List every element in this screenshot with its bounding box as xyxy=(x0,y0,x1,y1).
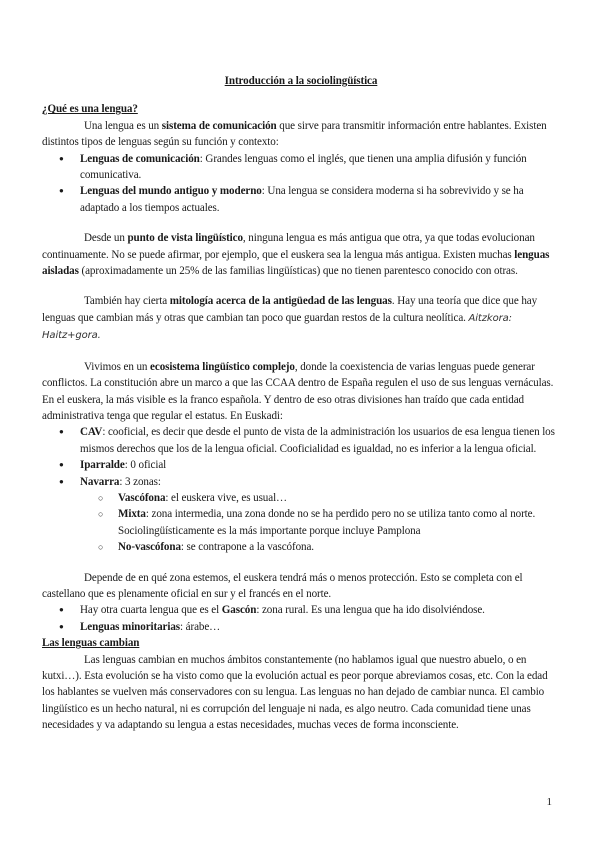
bold-term: lenguas aisladas xyxy=(42,248,550,278)
text-run: : Una lengua se considera moderna si ha sobrevivido y se ha adaptado a los tiempos actuales. xyxy=(80,185,524,214)
section-heading-que-es-una-lengua: ¿Qué es una lengua? xyxy=(42,103,138,116)
bold-term: Lenguas minoritarias xyxy=(80,620,181,633)
bold-term: Lenguas del mundo antiguo y moderno xyxy=(80,185,262,198)
paragraph-ecosistema xyxy=(42,359,560,425)
text-run: , ninguna lengua es más antigua que otra, ya que todas evolucionan continuamente. No se puede afirmar, por ejemplo, que el euskera sea la lengua más antigua. Existen muchas xyxy=(42,232,535,261)
list-item xyxy=(42,474,560,556)
bullet-list-otras-lenguas xyxy=(42,602,560,635)
paragraph-definition xyxy=(42,118,560,151)
text-run: : se contrapone a la vascófona. xyxy=(180,541,314,554)
list-item xyxy=(42,457,560,473)
bullet-list-regiones xyxy=(42,424,560,555)
bold-term: sistema de comunicación xyxy=(161,119,277,132)
paragraph-mitologia xyxy=(42,293,560,344)
bold-term: Iparralde xyxy=(80,459,125,472)
text-run: Desde un xyxy=(84,232,128,245)
sub-list-item xyxy=(80,506,560,539)
bold-term: Mixta xyxy=(118,508,146,521)
bold-term: Navarra xyxy=(80,475,120,488)
text-run: : cooficial, es decir que desde el punto de vista de la administración los usuarios de esa lengua tienen los mismos derechos que los de la lengua oficial. Cooficialidad es igualdad, no es inferior a la lengua oficial. xyxy=(80,426,555,455)
text-run: También hay cierta xyxy=(84,295,170,308)
bold-term: Gascón xyxy=(221,604,257,617)
text-run: : zona rural. Es una lengua que ha ido disolviéndose. xyxy=(256,604,485,617)
bold-term: mitología acerca de la antigüedad de las lenguas xyxy=(169,295,392,308)
sub-list-item xyxy=(80,539,560,555)
list-item xyxy=(42,619,560,635)
list-item xyxy=(42,151,560,184)
section-heading-las-lenguas-cambian: Las lenguas cambian xyxy=(42,637,140,650)
sub-list-item xyxy=(80,490,560,506)
bold-term: ecosistema lingüístico complejo xyxy=(150,360,295,373)
text-run: Una lengua es un xyxy=(84,119,162,132)
text-run: : zona intermedia, una zona donde no se ha perdido pero no se utiliza tanto como al norte. Sociolingüísticamente es la más importante porque incluye Pamplona xyxy=(118,508,536,537)
text-run: que sirve para transmitir información entre hablantes. Existen distintos tipos de lenguas según su función y contexto: xyxy=(42,119,547,149)
paragraph-proteccion: Depende de en qué zona estemos, el euskera tendrá más o menos protección. Esto se completa con el castellano que es plenamente oficial en sur y el francés en el norte. xyxy=(42,571,523,600)
text-run: Vivimos en un xyxy=(84,360,151,373)
bold-term: Lenguas de comunicación xyxy=(80,152,200,165)
text-run: (aproximadamente un 25% de las familias lingüísticas) que no tienen parentesco conocido con otras. xyxy=(78,265,518,278)
bullet-list-tipos xyxy=(42,151,560,217)
text-run: Hay otra cuarta lengua que es el xyxy=(80,604,222,617)
bold-term: CAV xyxy=(80,426,103,439)
page-number: 1 xyxy=(546,796,552,808)
text-run: , donde la coexistencia de varias lenguas puede generar conflictos. La constitución abre un marco a que las CCAA dentro de España regulen el uso de sus lenguas vernáculas. En el euskera, la más visible es la franco española. Y dentro de eso otras divisiones han traído que cada entidad administrativa tenga que regular el estatus. En Euskadi: xyxy=(42,360,554,422)
paragraph-punto-de-vista xyxy=(42,230,560,279)
sub-list-zonas xyxy=(80,490,560,556)
list-item xyxy=(42,424,560,457)
text-run: : Grandes lenguas como el inglés, que tienen una amplia difusión y función comunicativa. xyxy=(80,152,527,182)
bold-term: Vascófona xyxy=(118,491,166,504)
text-run: : el euskera vive, es usual… xyxy=(165,491,288,504)
page-title: Introducción a la sociolingüística xyxy=(224,75,378,87)
document-body xyxy=(42,73,560,734)
list-item xyxy=(42,183,560,216)
text-run: : árabe… xyxy=(180,620,221,633)
text-run: . Hay una teoría que dice que hay lenguas que cambian más y otras que cambian tan poco que guardan restos de la cultura neolítica. xyxy=(42,295,538,324)
bold-term: punto de vista lingüístico xyxy=(127,232,243,245)
bold-term: No-vascófona xyxy=(118,541,181,554)
list-item xyxy=(42,602,560,618)
text-run: : 0 oficial xyxy=(124,459,167,472)
example-text: Aitzkora: Haitz+gora. xyxy=(42,312,512,342)
paragraph-cambio: Las lenguas cambian en muchos ámbitos constantemente (no hablamos igual que nuestro abuelo, o en kutxi…). Esta evolución se ha visto como que la evolución actual es peor porque abreviamos cosas, etc. Con la edad los hablantes se vuelven más conservadores con su lengua. Las lenguas no han dejado de cambiar nunca. El cambio lingüístico es un hecho natural, ni es corrupción del lenguaje ni nada, es algo neutro. Cada comunidad tiene unas necesidades y va adaptando su lengua a estas necesidades, muchas veces de forma inconsciente. xyxy=(42,653,548,732)
text-run: : 3 zonas: xyxy=(119,475,161,488)
